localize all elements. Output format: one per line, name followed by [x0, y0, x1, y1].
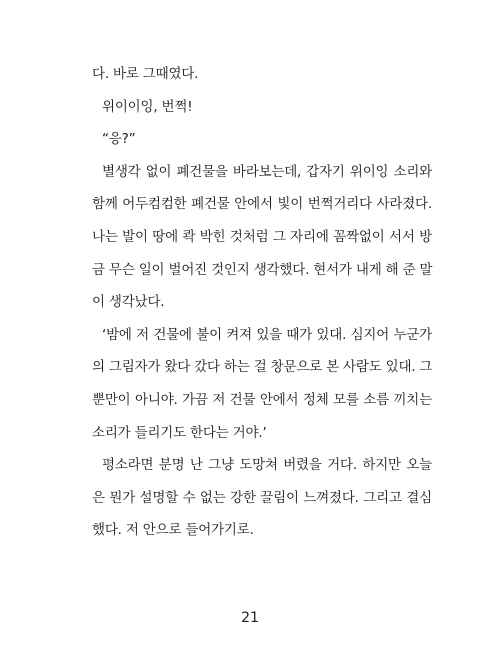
page-number: 21 [241, 610, 259, 626]
text-line: “응?” [102, 131, 136, 148]
text-line: ‘밤에 저 건물에 불이 켜져 있을 때가 있대. 심지어 누군가 [102, 326, 432, 343]
text-line: 했다. 저 안으로 들어가기로. [92, 522, 254, 539]
text-line: 함께 어두컴컴한 폐건물 안에서 빛이 번쩍거리다 사라졌다. [92, 196, 432, 213]
text-line: 위이이잉, 번쩍! [102, 98, 193, 115]
text-line: 은 뭔가 설명할 수 없는 강한 끌림이 느껴졌다. 그리고 결심 [92, 489, 432, 506]
text-line: 다. 바로 그때였다. [92, 66, 199, 82]
text-line: 소리가 들리기도 한다는 거야.’ [92, 424, 267, 441]
text-line: 의 그림자가 왔다 갔다 하는 걸 창문으로 본 사람도 있대. 그 [92, 359, 433, 376]
text-line: 금 무슨 일이 벌어진 것인지 생각했다. 현서가 내게 해 준 말 [92, 261, 433, 278]
text-line: 별생각 없이 폐건물을 바라보는데, 갑자기 위이잉 소리와 [102, 163, 432, 180]
body-text [92, 58, 432, 547]
text-line: 뿐만이 아니야. 가끔 저 건물 안에서 정체 모를 소름 끼치는 [92, 391, 432, 408]
text-line: 이 생각났다. [92, 294, 165, 311]
text-line: 나는 발이 땅에 콱 박힌 것처럼 그 자리에 꼼짝없이 서서 방 [92, 228, 432, 245]
text-line: 평소라면 분명 난 그냥 도망쳐 버렸을 거다. 하지만 오늘 [102, 457, 432, 474]
